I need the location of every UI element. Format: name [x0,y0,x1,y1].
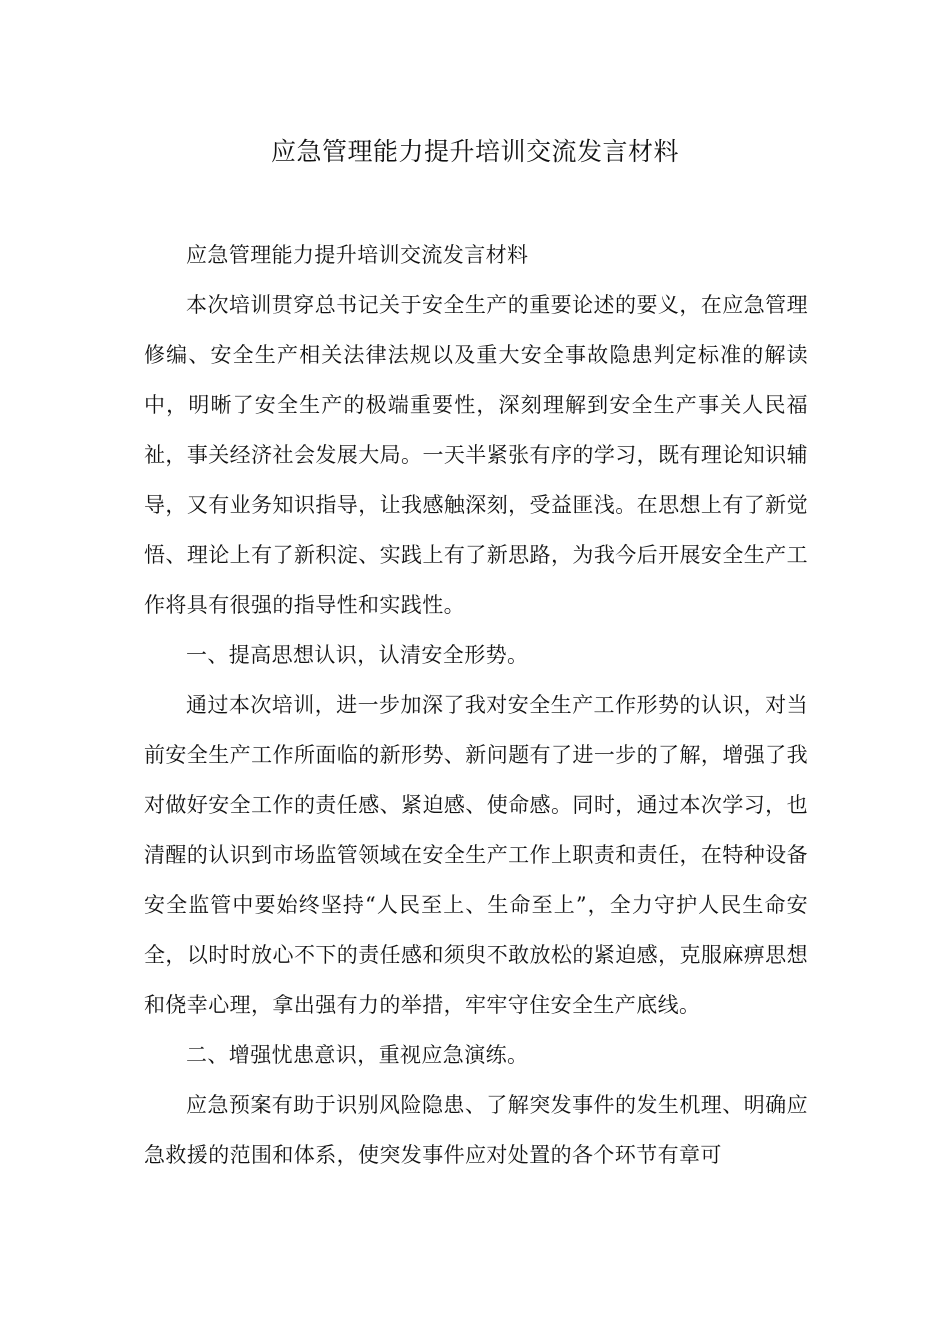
section-1-paragraph: 通过本次培训，进一步加深了我对安全生产工作形势的认识，对当前安全生产工作所面临的新形势、新问题有了进一步的了解，增强了我对做好安全工作的责任感、紧迫感、使命感。同时，通过本次学习，也清醒的认识到市场监管领域在安全生产工作上职责和责任，在特种设备安全监管中要始终坚持“人民至上、生命至上”，全力守护人民生命安全，以时时放心不下的责任感和须臾不敢放松的紧迫感，克服麻痹思想和侥幸心理，拿出强有力的举措，牢牢守住安全生产底线。 [144,693,808,1017]
document-title: 应急管理能力提升培训交流发言材料 [270,137,679,166]
section-heading-1: 一、提高思想认识，认清安全形势。 [186,643,529,667]
section-2-paragraph: 应急预案有助于识别风险隐患、了解突发事件的发生机理、明确应急救援的范围和体系，使突发事件应对处置的各个环节有章可 [144,1093,808,1167]
section-heading-2: 二、增强忧患意识，重视应急演练。 [186,1043,529,1067]
subtitle-paragraph: 应急管理能力提升培训交流发言材料 [186,243,529,267]
document-body [144,230,808,1180]
intro-paragraph: 本次培训贯穿总书记关于安全生产的重要论述的要义，在应急管理修编、安全生产相关法律法规以及重大安全事故隐患判定标准的解读中，明晰了安全生产的极端重要性，深刻理解到安全生产事关人民福祉，事关经济社会发展大局。一天半紧张有序的学习，既有理论知识辅导，又有业务知识指导，让我感触深刻，受益匪浅。在思想上有了新觉悟、理论上有了新积淀、实践上有了新思路，为我今后开展安全生产工作将具有很强的指导性和实践性。 [144,293,808,617]
